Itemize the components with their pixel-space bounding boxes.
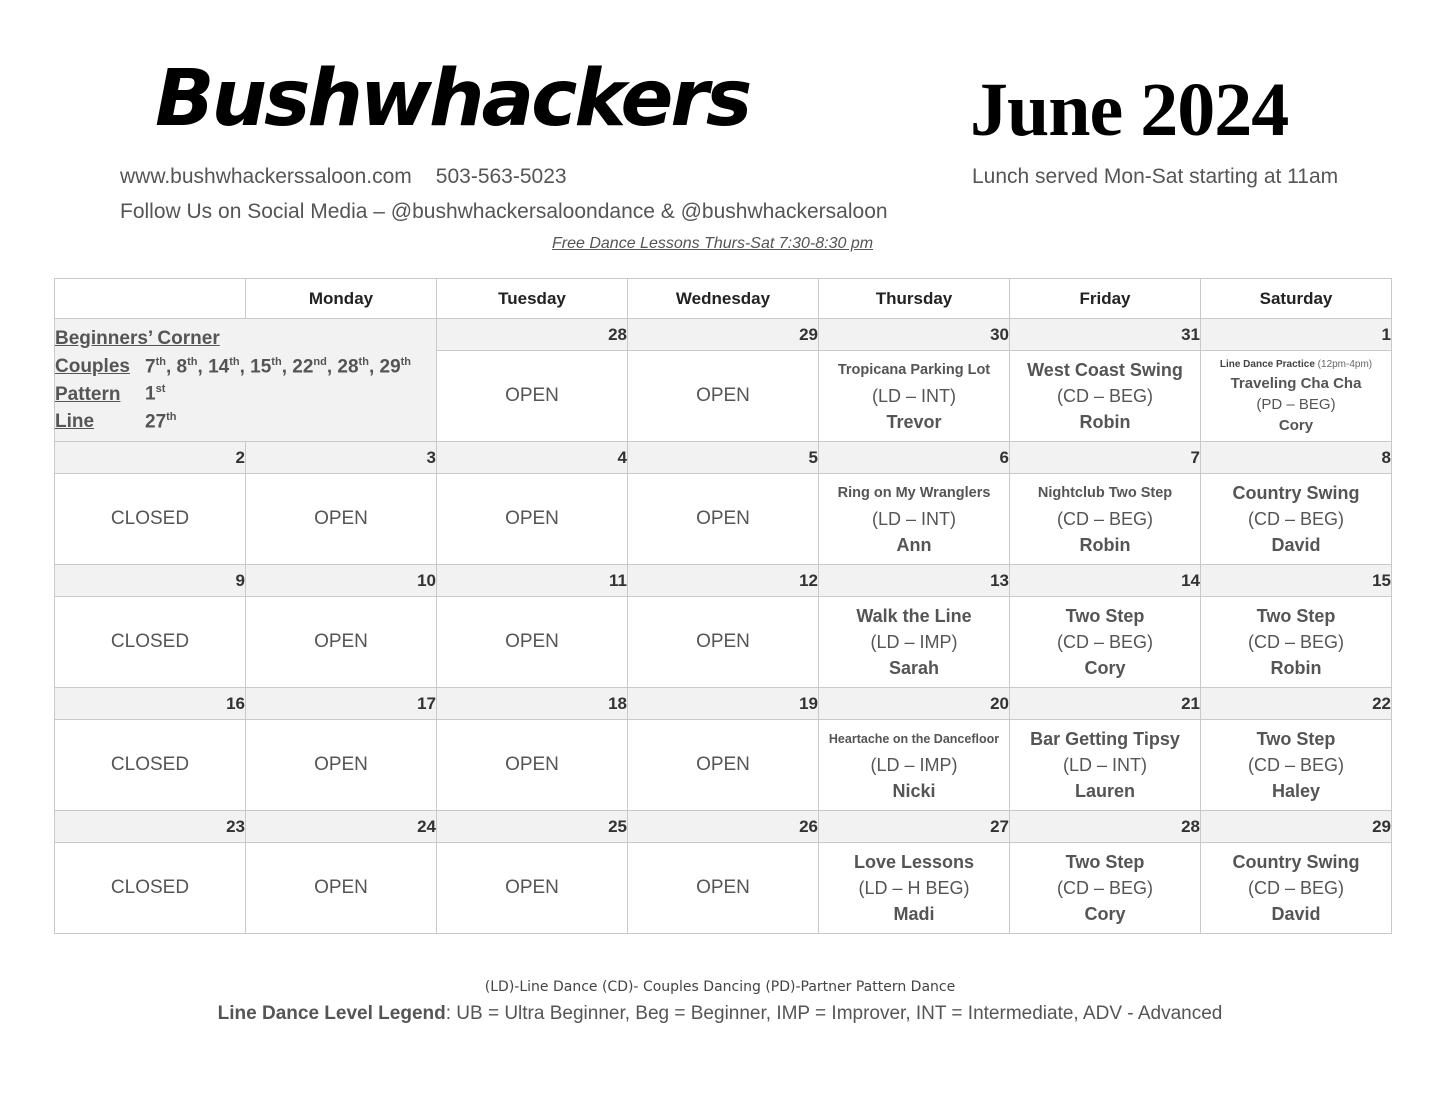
date-number: 13: [819, 565, 1010, 597]
open-status: OPEN: [696, 631, 750, 652]
date-row: [55, 319, 1392, 351]
event-type: (LD – INT): [871, 386, 956, 406]
date-number: 18: [437, 688, 628, 720]
corner-date: 28: [337, 356, 359, 378]
event-row: [55, 843, 1392, 934]
event-title: Traveling Cha Cha: [1230, 374, 1362, 392]
contact-line: [120, 165, 567, 189]
event-row: [55, 474, 1392, 565]
event-title: Walk the Line: [856, 606, 972, 626]
event-type: (CD – BEG): [1247, 755, 1344, 775]
day-cell-sunday: [55, 720, 246, 811]
event-title: Two Step: [1065, 852, 1145, 872]
open-status: OPEN: [696, 385, 750, 406]
date-number: 8: [1201, 442, 1392, 474]
date-number: 9: [55, 565, 246, 597]
date-number: 26: [628, 811, 819, 843]
corner-date-suffix: th: [187, 356, 198, 368]
corner-date-suffix: th: [358, 356, 369, 368]
event-type: (LD – INT): [1062, 755, 1147, 775]
day-cell-friday: [1010, 351, 1201, 442]
corner-date: 8: [176, 356, 188, 378]
event-title: Love Lessons: [853, 852, 975, 872]
date-number: 16: [55, 688, 246, 720]
event-instructor: Sarah: [888, 658, 940, 678]
level-legend-text: : UB = Ultra Beginner, Beg = Beginner, IMP = Improver, INT = Intermediate, ADV - Advanced: [445, 1003, 1223, 1024]
event-instructor: Robin: [1079, 535, 1131, 555]
event-instructor: Cory: [1278, 416, 1314, 434]
event-title: Tropicana Parking Lot: [837, 362, 991, 378]
date-number: 30: [819, 319, 1010, 351]
event-instructor: Haley: [1271, 781, 1321, 801]
day-cell-friday: [1010, 474, 1201, 565]
open-status: OPEN: [505, 508, 559, 529]
event-type: (CD – BEG): [1247, 509, 1344, 529]
date-number: 14: [1010, 565, 1201, 597]
closed-status: CLOSED: [110, 508, 190, 529]
corner-line-line: [55, 406, 436, 433]
day-cell-thursday: [819, 351, 1010, 442]
corner-pattern-line: [55, 378, 436, 405]
date-number: 11: [437, 565, 628, 597]
corner-line-label: Line: [55, 410, 95, 432]
beginners-corner-title: Beginners’ Corner: [55, 328, 220, 349]
day-cell-saturday: [1201, 720, 1392, 811]
event-instructor: Nicki: [892, 781, 936, 801]
event-title: Two Step: [1256, 606, 1336, 626]
day-cell-wednesday: [628, 351, 819, 442]
event-type: (LD – INT): [871, 509, 956, 529]
date-number: 1: [1201, 319, 1392, 351]
calendar-table: [54, 278, 1392, 934]
event-instructor: David: [1271, 535, 1321, 555]
day-cell-tuesday: [437, 474, 628, 565]
day-cell-monday: [246, 474, 437, 565]
weekday-header-wednesday: Wednesday: [628, 279, 819, 319]
day-cell-sunday: [55, 474, 246, 565]
corner-date-suffix: th: [271, 356, 282, 368]
practice-note: [1201, 357, 1391, 373]
date-number: 7: [1010, 442, 1201, 474]
event-instructor: Cory: [1084, 904, 1126, 924]
event-title: Nightclub Two Step: [1037, 485, 1173, 501]
day-cell-saturday: [1201, 843, 1392, 934]
corner-date: 29: [379, 356, 401, 378]
event-type: (LD – IMP): [870, 632, 958, 652]
date-number: 15: [1201, 565, 1392, 597]
event-title: Two Step: [1256, 729, 1336, 749]
day-cell-saturday: [1201, 474, 1392, 565]
practice-title: Line Dance Practice: [1219, 358, 1315, 370]
corner-date-suffix: th: [155, 356, 166, 368]
day-cell-wednesday: [628, 843, 819, 934]
free-lessons-note: Free Dance Lessons Thurs-Sat 7:30-8:30 pm: [552, 235, 874, 252]
weekday-header-monday: Monday: [246, 279, 437, 319]
corner-date: 15: [250, 356, 272, 378]
date-row: [55, 688, 1392, 720]
event-instructor: Trevor: [886, 412, 942, 432]
event-title: Country Swing: [1232, 852, 1360, 872]
event-instructor: David: [1271, 904, 1321, 924]
date-row: [55, 565, 1392, 597]
corner-date: 14: [208, 356, 230, 378]
event-title: Bar Getting Tipsy: [1030, 729, 1180, 749]
date-row: [55, 442, 1392, 474]
day-cell-monday: [246, 720, 437, 811]
month-title: June 2024: [970, 68, 1289, 152]
event-title: Heartache on the Dancefloor: [828, 732, 1000, 746]
open-status: OPEN: [314, 631, 368, 652]
date-number: 10: [246, 565, 437, 597]
corner-date: 22: [292, 356, 314, 378]
abbreviation-legend: (LD)-Line Dance (CD)- Couples Dancing (PD)-Partner Pattern Dance: [484, 979, 956, 995]
day-cell-thursday: [819, 843, 1010, 934]
day-cell-wednesday: [628, 720, 819, 811]
closed-status: CLOSED: [110, 754, 190, 775]
lunch-note: Lunch served Mon-Sat starting at 11am: [972, 165, 1339, 188]
corner-date-suffix: th: [166, 410, 177, 423]
date-number: 3: [246, 442, 437, 474]
corner-couples-label: Couples: [55, 356, 130, 378]
open-status: OPEN: [505, 385, 559, 406]
corner-pattern-label: Pattern: [55, 383, 121, 405]
website-link[interactable]: www.bushwhackerssaloon.com: [120, 165, 412, 188]
corner-date-suffix: st: [155, 383, 166, 396]
date-number: 2: [55, 442, 246, 474]
event-row: [55, 597, 1392, 688]
event-type: (CD – BEG): [1056, 632, 1153, 652]
date-row: [55, 811, 1392, 843]
day-cell-friday: [1010, 720, 1201, 811]
date-number: 29: [1201, 811, 1392, 843]
day-cell-tuesday: [437, 351, 628, 442]
day-cell-thursday: [819, 597, 1010, 688]
brand-logo-text: Bushwhackers: [155, 54, 750, 144]
day-cell-thursday: [819, 474, 1010, 565]
date-number: 31: [1010, 319, 1201, 351]
practice-time: (12pm-4pm): [1317, 358, 1373, 370]
open-status: OPEN: [696, 508, 750, 529]
date-number: 29: [628, 319, 819, 351]
event-type: (LD – IMP): [870, 755, 958, 775]
event-type: (PD – BEG): [1256, 395, 1336, 413]
date-number: 28: [1010, 811, 1201, 843]
date-number: 19: [628, 688, 819, 720]
corner-date: 27: [145, 410, 167, 432]
date-number: 28: [437, 319, 628, 351]
day-cell-wednesday: [628, 597, 819, 688]
date-number: 4: [437, 442, 628, 474]
event-type: (CD – BEG): [1056, 509, 1153, 529]
day-cell-saturday: [1201, 597, 1392, 688]
weekday-header-tuesday: Tuesday: [437, 279, 628, 319]
date-number: 22: [1201, 688, 1392, 720]
level-legend-label: Line Dance Level Legend: [217, 1003, 446, 1024]
open-status: OPEN: [314, 877, 368, 898]
day-cell-thursday: [819, 720, 1010, 811]
day-cell-monday: [246, 597, 437, 688]
event-instructor: Lauren: [1074, 781, 1135, 801]
weekday-header-thursday: Thursday: [819, 279, 1010, 319]
event-instructor: Robin: [1270, 658, 1322, 678]
date-number: 20: [819, 688, 1010, 720]
event-instructor: Madi: [893, 904, 935, 924]
open-status: OPEN: [505, 631, 559, 652]
weekday-header-saturday: Saturday: [1201, 279, 1392, 319]
day-cell-friday: [1010, 843, 1201, 934]
event-type: (CD – BEG): [1247, 632, 1344, 652]
weekday-header-friday: Friday: [1010, 279, 1201, 319]
event-title: Ring on My Wranglers: [837, 485, 991, 501]
closed-status: CLOSED: [110, 877, 190, 898]
event-title: Country Swing: [1232, 483, 1360, 503]
date-number: 23: [55, 811, 246, 843]
weekday-header-row: [55, 279, 1392, 319]
open-status: OPEN: [696, 877, 750, 898]
day-cell-tuesday: [437, 843, 628, 934]
day-cell-tuesday: [437, 597, 628, 688]
day-cell-sunday: [55, 597, 246, 688]
date-number: 5: [628, 442, 819, 474]
open-status: OPEN: [314, 508, 368, 529]
corner-date-suffix: nd: [313, 356, 327, 368]
event-title: Two Step: [1065, 606, 1145, 626]
event-instructor: Robin: [1079, 412, 1131, 432]
corner-date-suffix: th: [229, 356, 240, 368]
date-number: 17: [246, 688, 437, 720]
social-media-line: Follow Us on Social Media – @bushwhackersaloondance & @bushwhackersaloon: [120, 200, 888, 223]
event-instructor: Ann: [896, 535, 932, 555]
corner-couples-line: Couples 7th, 8th, 14th, 15th, 22nd, 28th, 29th: [55, 356, 412, 378]
date-number: 24: [246, 811, 437, 843]
date-number: 6: [819, 442, 1010, 474]
open-status: OPEN: [505, 754, 559, 775]
event-type: (CD – BEG): [1056, 878, 1153, 898]
day-cell-wednesday: [628, 474, 819, 565]
corner-date: 7: [145, 356, 156, 378]
event-title: West Coast Swing: [1027, 360, 1183, 380]
open-status: OPEN: [696, 754, 750, 775]
date-number: 12: [628, 565, 819, 597]
day-cell-tuesday: [437, 720, 628, 811]
event-type: (CD – BEG): [1247, 878, 1344, 898]
event-row: [55, 720, 1392, 811]
date-number: 27: [819, 811, 1010, 843]
corner-date-suffix: th: [400, 356, 412, 368]
event-type: (CD – BEG): [1056, 386, 1153, 406]
open-status: OPEN: [314, 754, 368, 775]
day-cell-sunday: [55, 843, 246, 934]
date-number: 25: [437, 811, 628, 843]
beginners-corner: [55, 319, 437, 442]
phone-number: 503-563-5023: [435, 165, 567, 188]
weekday-header-blank: [55, 279, 246, 319]
closed-status: CLOSED: [110, 631, 190, 652]
day-cell-monday: [246, 843, 437, 934]
level-legend: [0, 1003, 1440, 1025]
corner-date: 1: [145, 383, 156, 405]
event-instructor: Cory: [1084, 658, 1126, 678]
date-number: 21: [1010, 688, 1201, 720]
event-type: (LD – H BEG): [858, 878, 970, 898]
day-cell-saturday: [1201, 351, 1392, 442]
open-status: OPEN: [505, 877, 559, 898]
day-cell-friday: [1010, 597, 1201, 688]
